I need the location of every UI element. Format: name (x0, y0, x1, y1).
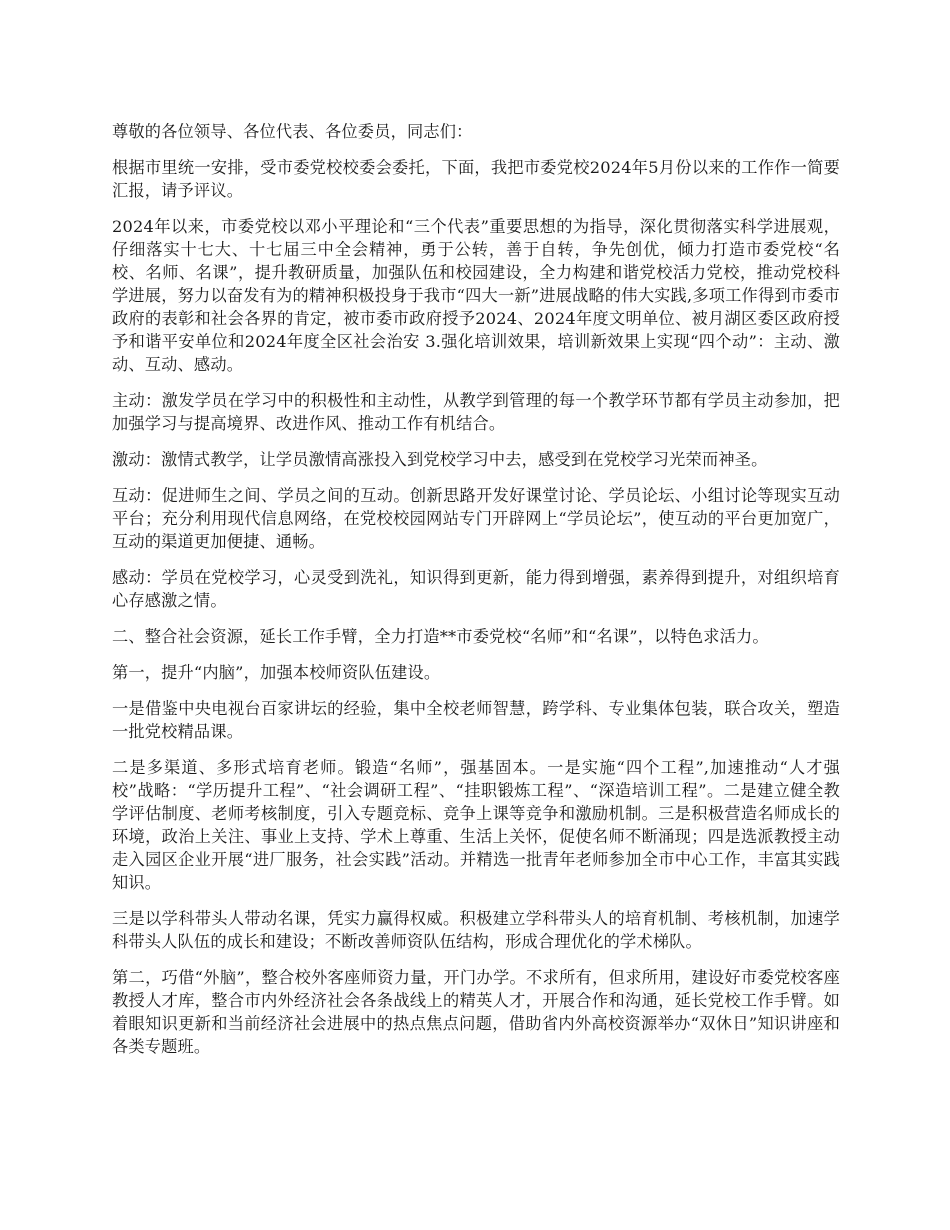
paragraph-second-point: 第二，巧借“外脑”，整合校外客座师资力量，开门办学。不求所有，但求所用，建设好市委党校客座教授人才库，整合市内外经济社会各条战线上的精英人才，开展合作和沟通，延长党校工作手臂。如着眼知识更新和当前经济社会进展中的热点焦点问题，借助省内外高校资源举办“双休日”知识讲座和各类专题班。 (112, 968, 840, 1056)
paragraph-zhudong: 主动：激发学员在学习中的积极性和主动性，从教学到管理的每一个教学环节都有学员主动参加，把加强学习与提高境界、改进作风、推动工作有机结合。 (112, 391, 840, 433)
paragraph-item-three: 三是以学科带头人带动名课，凭实力赢得权威。积极建立学科带头人的培育机制、考核机制，加速学科带头人队伍的成长和建设；不断改善师资队伍结构，形成合理优化的学术梯队。 (112, 909, 840, 951)
section-heading-two: 二、整合社会资源，延长工作手臂，全力打造**市委党校“名师”和“名课”，以特色求活力。 (112, 627, 769, 646)
paragraph-first-point: 第一，提升“内脑”，加强本校师资队伍建设。 (112, 663, 441, 682)
paragraph-item-two: 二是多渠道、多形式培育老师。锻造“名师”，强基固本。一是实施“四个工程”,加速推动“人才强校”战略：“学历提升工程”、“社会调研工程”、“挂职锻炼工程”、“深造培训工程”。二是建立健全教学评估制度、老师考核制度，引入专题竞标、竞争上课等竞争和激励机制。三是积极营造名师成长的环境，政治上关注、事业上支持、学术上尊重、生活上关怀，促使名师不断涌现；四是选派教授主动走入园区企业开展“进厂服务，社会实践”活动。并精选一批青年老师参加全市中心工作，丰富其实践知识。 (112, 758, 840, 892)
document-body (112, 120, 840, 1071)
paragraph-intro: 根据市里统一安排，受市委党校校委会委托，下面，我把市委党校2024年5月份以来的工作作一简要汇报，请予评议。 (112, 158, 840, 200)
paragraph-jidong: 激动：激情式教学，让学员激情高涨投入到党校学习中去，感受到在党校学习光荣而神圣。 (112, 450, 768, 469)
paragraph-overview: 2024年以来，市委党校以邓小平理论和“三个代表”重要思想的为指导，深化贯彻落实科学进展观，仔细落实十七大、十七届三中全会精神，勇于公转，善于自转，争先创优，倾力打造市委党校“名校、名师、名课”，提升教研质量，加强队伍和校园建设，全力构建和谐党校活力党校，推动党校科学进展，努力以奋发有为的精神积极投身于我市“四大一新”进展战略的伟大实践,多项工作得到市委市政府的表彰和社会各界的肯定，被市委市政府授予2024、2024年度文明单位、被月湖区委区政府授予和谐平安单位和2024年度全区社会治安 3.强化培训效果，培训新效果上实现“四个动”：主动、激动、互动、感动。 (112, 217, 840, 374)
salutation: 尊敬的各位领导、各位代表、各位委员，同志们： (112, 122, 473, 141)
paragraph-item-one: 一是借鉴中央电视台百家讲坛的经验，集中全校老师智慧，跨学科、专业集体包装，联合攻关，塑造一批党校精品课。 (112, 699, 840, 741)
paragraph-gandong: 感动：学员在党校学习，心灵受到洗礼，知识得到更新，能力得到增强，素养得到提升，对组织培育心存感激之情。 (112, 568, 840, 610)
paragraph-hudong: 互动：促进师生之间、学员之间的互动。创新思路开发好课堂讨论、学员论坛、小组讨论等现实互动平台；充分利用现代信息网络，在党校校园网站专门开辟网上“学员论坛”，使互动的平台更加宽广，互动的渠道更加便捷、通畅。 (112, 486, 840, 551)
